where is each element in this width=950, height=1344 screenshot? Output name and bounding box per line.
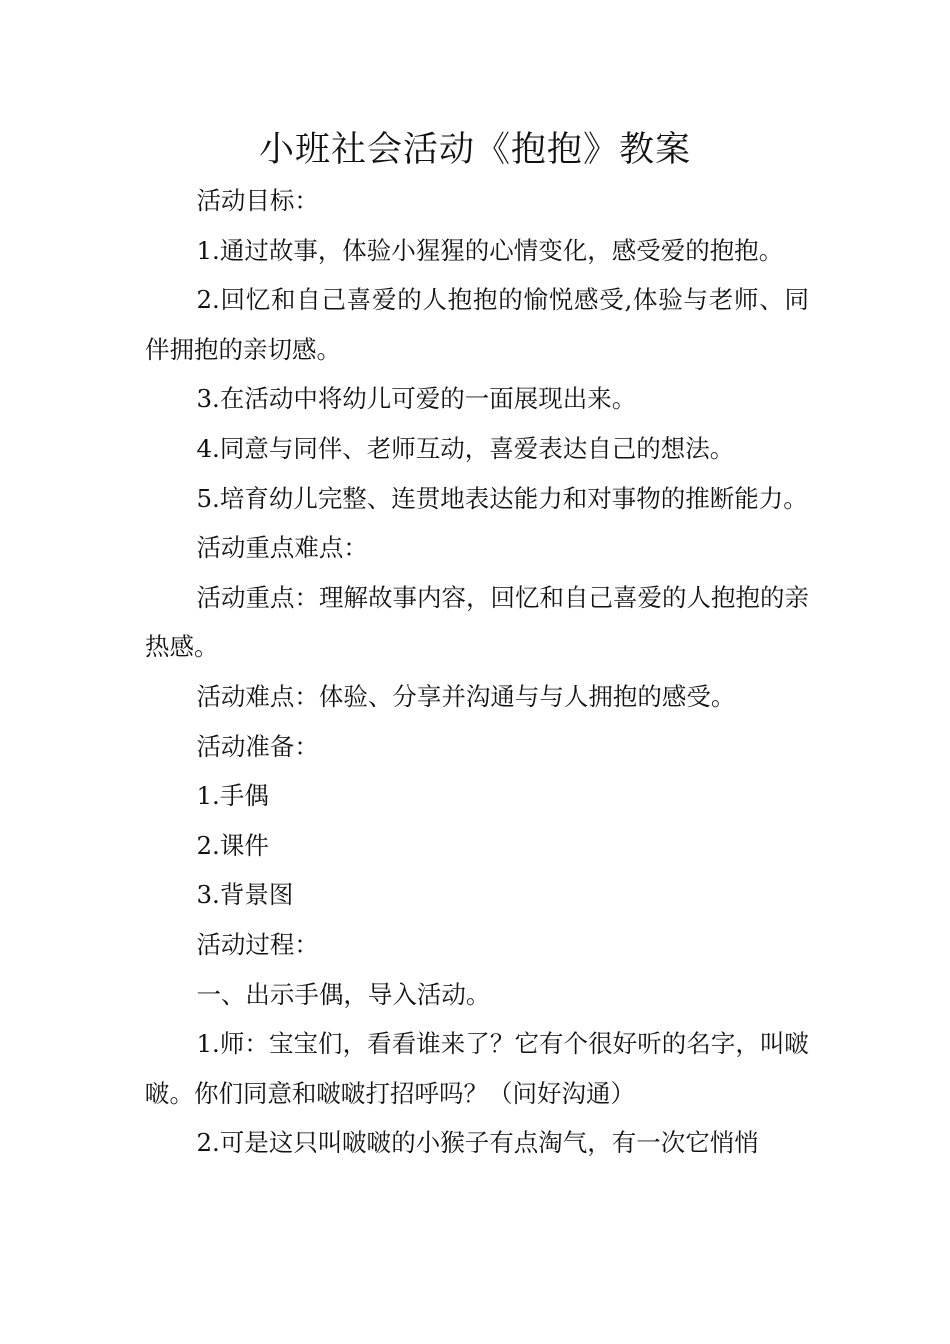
preparation-item-1: 1.手偶 — [196, 781, 269, 811]
difficult-point: 活动难点：体验、分享并沟通与与人拥抱的感受。 — [196, 681, 736, 711]
goal-item-5: 5.培育幼儿完整、连贯地表达能力和对事物的推断能力。 — [196, 483, 808, 513]
section-heading-preparation: 活动准备： — [196, 731, 319, 761]
document-body — [145, 176, 809, 1168]
goal-item-4: 4.同意与同伴、老师互动，喜爱表达自己的想法。 — [196, 433, 735, 463]
process-item-1: 1.师：宝宝们，看看谁来了？它有个很好听的名字，叫啵啵。你们同意和啵啵打招呼吗？（问好沟通） — [145, 1029, 809, 1108]
process-item-2: 2.可是这只叫啵啵的小猴子有点淘气，有一次它悄悄 — [196, 1128, 759, 1158]
page-title: 小班社会活动《抱抱》教案 — [258, 130, 691, 170]
section-heading-goals: 活动目标： — [196, 186, 319, 215]
goal-item-3: 3.在活动中将幼儿可爱的一面展现出来。 — [196, 384, 637, 414]
section-heading-key-points: 活动重点难点： — [196, 533, 368, 563]
preparation-item-2: 2.课件 — [196, 830, 269, 860]
process-step-heading: 一、出示手偶，导入活动。 — [196, 979, 491, 1009]
goal-item-1: 1.通过故事，体验小猩猩的心情变化，感受爱的抱抱。 — [196, 235, 784, 265]
goal-item-2: 2.回忆和自己喜爱的人抱抱的愉悦感受,体验与老师、同伴拥抱的亲切感。 — [145, 285, 809, 364]
preparation-item-3: 3.背景图 — [196, 880, 294, 910]
section-heading-process: 活动过程： — [196, 929, 319, 959]
key-point: 活动重点：理解故事内容，回忆和自己喜爱的人抱抱的亲热感。 — [145, 582, 809, 662]
